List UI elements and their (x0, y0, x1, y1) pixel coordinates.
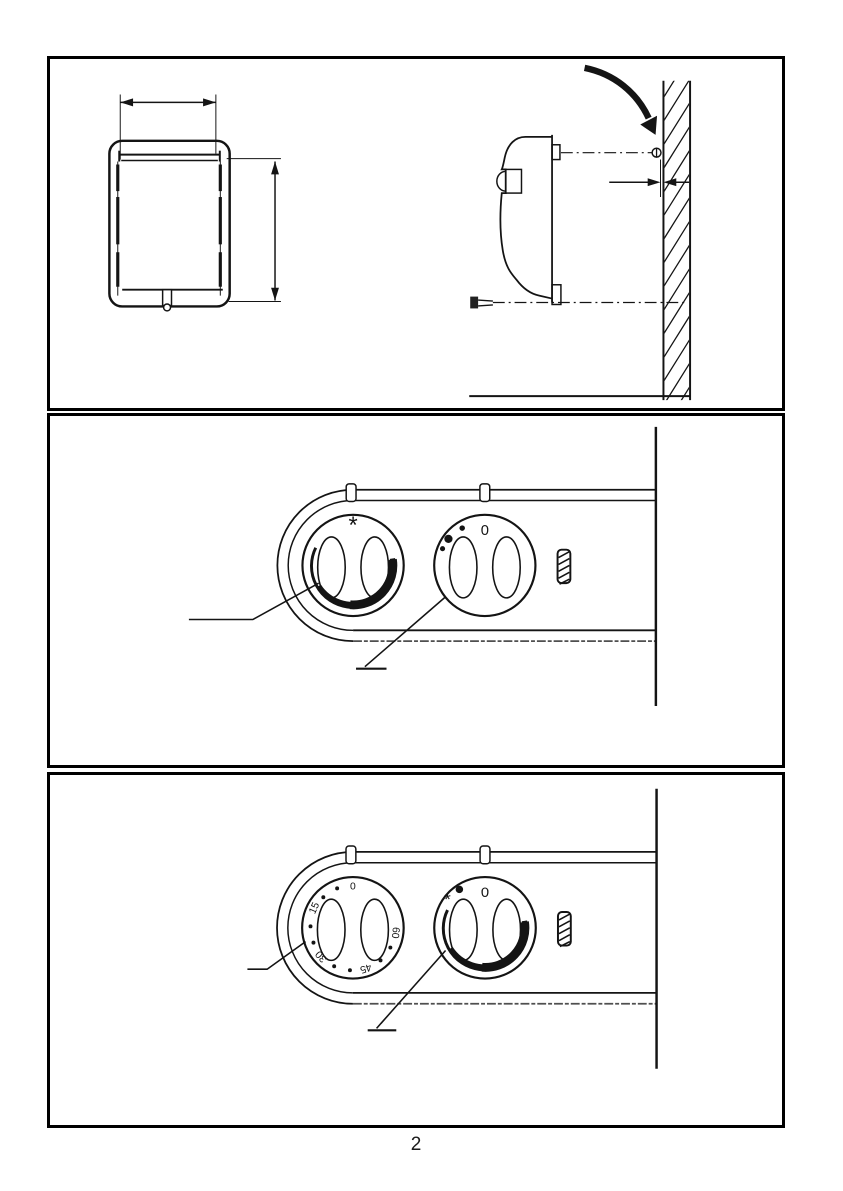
timer-label-15: 15 (307, 900, 323, 916)
indicator-lamp (558, 912, 571, 947)
knob-grip (361, 899, 389, 960)
wall-gap-dimension (609, 160, 689, 197)
comfort-dot (456, 886, 463, 893)
off-position-label: 0 (480, 885, 490, 902)
setting-dot-large (444, 535, 452, 543)
indicator-lamp (558, 550, 571, 584)
thermostat-knob (302, 512, 403, 616)
height-dimension (227, 159, 281, 302)
clip-tab (346, 846, 356, 864)
width-dimension (120, 94, 216, 159)
timer-label-0: 0 (350, 881, 356, 893)
clip-tab (480, 484, 490, 502)
clip-tab (346, 484, 356, 502)
curved-arrow (585, 68, 657, 135)
setting-dot-small (440, 546, 445, 551)
timer-knob (302, 877, 404, 979)
mode-selector-knob (434, 515, 535, 616)
controls-drawing-basic (50, 416, 782, 765)
wall-section (656, 59, 695, 408)
leader-thermostat (377, 950, 446, 1028)
leader-lines (247, 942, 445, 1031)
knob-grip (449, 537, 477, 598)
panel-controls-timer (47, 772, 785, 1128)
leader-lines (189, 583, 446, 669)
timer-label-30: 30 (313, 948, 330, 965)
setting-dot-small (459, 525, 465, 531)
page-number: 2 (410, 1134, 422, 1155)
frost-symbol: * (444, 890, 451, 910)
controls-drawing-timer (50, 775, 782, 1125)
frost-symbol: * (348, 511, 358, 538)
side-view-heater-profile (497, 135, 561, 305)
end-cap-inner (288, 501, 353, 631)
panel-controls-basic (47, 413, 785, 768)
mounting-diagram-drawing (50, 59, 782, 408)
off-position-label: 0 (480, 522, 489, 539)
leader-timer (247, 942, 305, 970)
front-view-back-frame (109, 141, 229, 311)
clip-tab (480, 846, 490, 864)
profile-bump (497, 171, 506, 191)
end-cap-inner (288, 863, 353, 993)
thermostat-knob (434, 877, 536, 979)
timer-scale-labels (308, 881, 401, 975)
timer-label-60: 60 (388, 926, 401, 939)
timer-label-45: 45 (358, 960, 373, 975)
leader-mode-knob (365, 597, 446, 667)
knob-grip (493, 537, 521, 598)
panel-mounting-diagram (47, 56, 785, 411)
